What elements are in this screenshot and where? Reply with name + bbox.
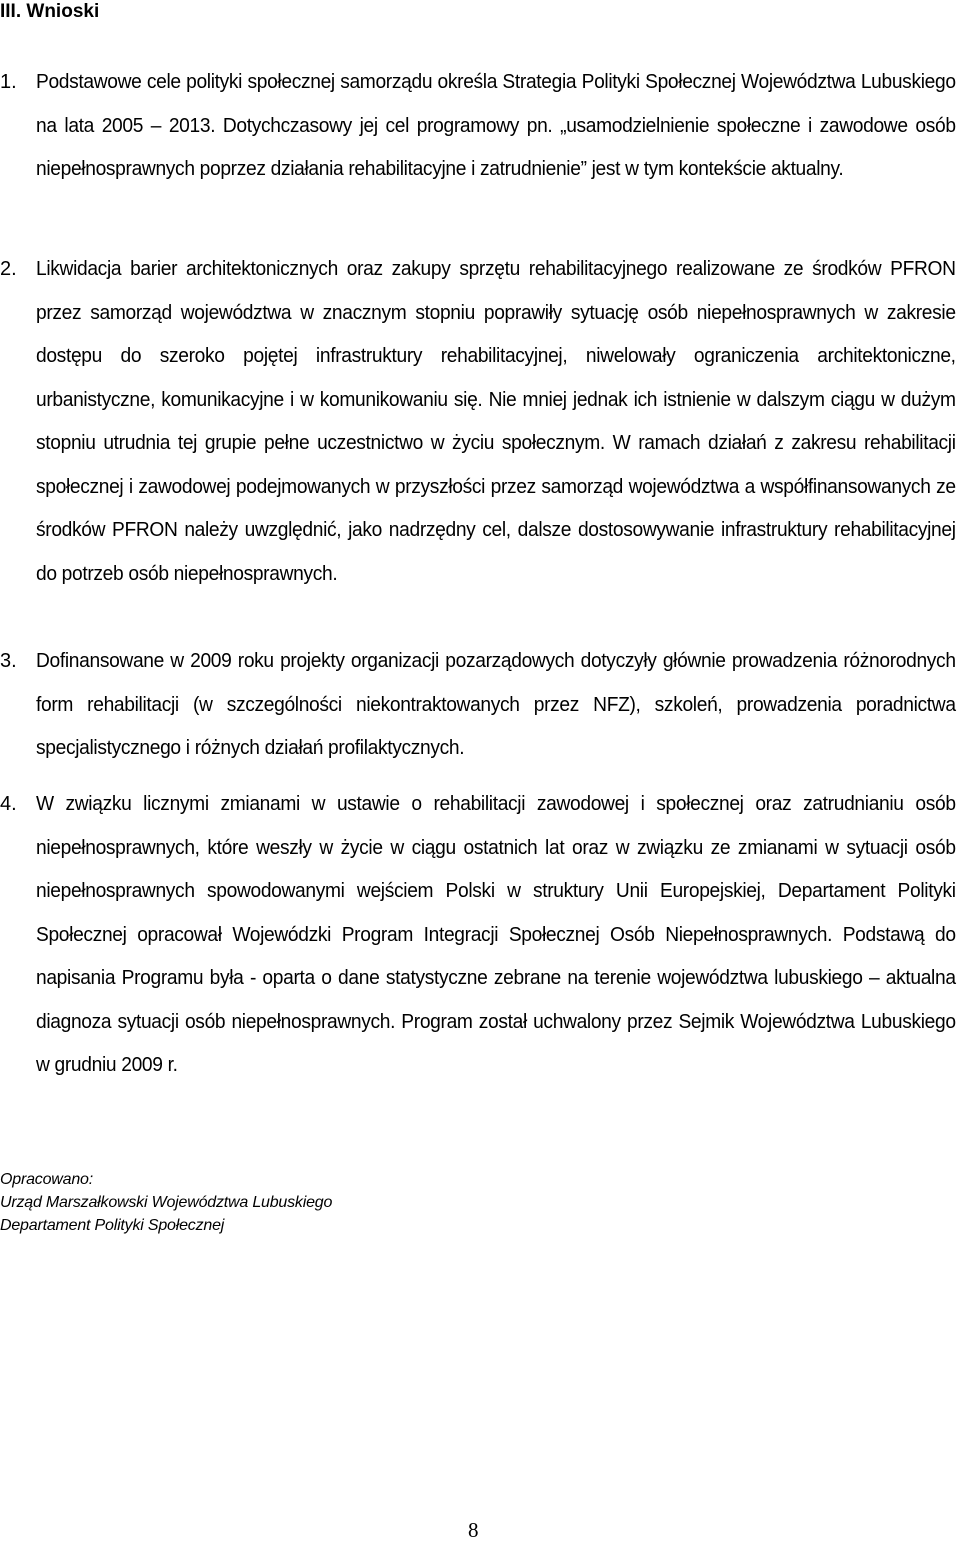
section-heading: III. Wnioski — [0, 1, 100, 22]
list-item-text: Podstawowe cele polityki społecznej samorządu określa Strategia Polityki Społecznej Województwa Lubuskiego na lata 2005 – 2013. Dotychczasowy jej cel programowy pn. „usamodzielnienie społeczne i zawodowe osób niepełnosprawnych poprzez działania rehabilitacyjne i zatrudnienie” jest w tym kontekście aktualny. — [36, 71, 956, 180]
list-item — [0, 248, 958, 596]
list-item-number: 1. — [0, 71, 17, 93]
prepared-by-office: Urząd Marszałkowski Województwa Lubuskiego — [0, 1194, 333, 1211]
list-item-number: 2. — [0, 258, 17, 280]
list-item-text: Dofinansowane w 2009 roku projekty organizacji pozarządowych dotyczyły głównie prowadzenia różnorodnych form rehabilitacji (w szczególności niekontraktowanych przez NFZ), szkoleń, prowadzenia poradnictwa specjalistycznego i różnych działań profilaktycznych. — [36, 650, 956, 759]
list-item — [0, 783, 958, 1088]
list-item — [0, 61, 958, 192]
page-number: 8 — [468, 1518, 479, 1542]
list-item-number: 3. — [0, 650, 17, 672]
list-item — [0, 640, 958, 771]
list-item-number: 4. — [0, 793, 17, 815]
prepared-by-block — [0, 1168, 332, 1237]
prepared-by-label: Opracowano: — [0, 1171, 93, 1188]
prepared-by-department: Departament Polityki Społecznej — [0, 1217, 225, 1234]
list-item-text: Likwidacja barier architektonicznych oraz zakupy sprzętu rehabilitacyjnego realizowane ze środków PFRON przez samorząd województwa w znacznym stopniu poprawiły sytuację osób niepełnosprawnych w zakresie dostępu do szeroko pojętej infrastruktury rehabilitacyjnej, niwelowały ograniczenia architektoniczne, urbanistyczne, komunikacyjne i w komunikowaniu się. Nie mniej jednak ich istnienie w dalszym ciągu w dużym stopniu utrudnia tej grupie pełne uczestnictwo w życiu społecznym. W ramach działań z zakresu rehabilitacji społecznej i zawodowej podejmowanych w przyszłości przez samorząd województwa a współfinansowanych ze środków PFRON należy uwzględnić, jako nadrzędny cel, dalsze dostosowywanie infrastruktury rehabilitacyjnej do potrzeb osób niepełnosprawnych. — [36, 258, 956, 585]
list-item-text: W związku licznymi zmianami w ustawie o rehabilitacji zawodowej i społecznej oraz zatrudnianiu osób niepełnosprawnych, które weszły w życie w ciągu ostatnich lat oraz w związku ze zmianami w sytuacji osób niepełnosprawnych spowodowanymi wejściem Polski w struktury Unii Europejskiej, Departament Polityki Społecznej opracował Wojewódzki Program Integracji Społecznej Osób Niepełnosprawnych. Podstawą do napisania Programu była - oparta o dane statystyczne zebrane na terenie województwa lubuskiego – aktualna diagnoza sytuacji osób niepełnosprawnych. Program został uchwalony przez Sejmik Województwa Lubuskiego w grudniu 2009 r. — [36, 793, 956, 1076]
